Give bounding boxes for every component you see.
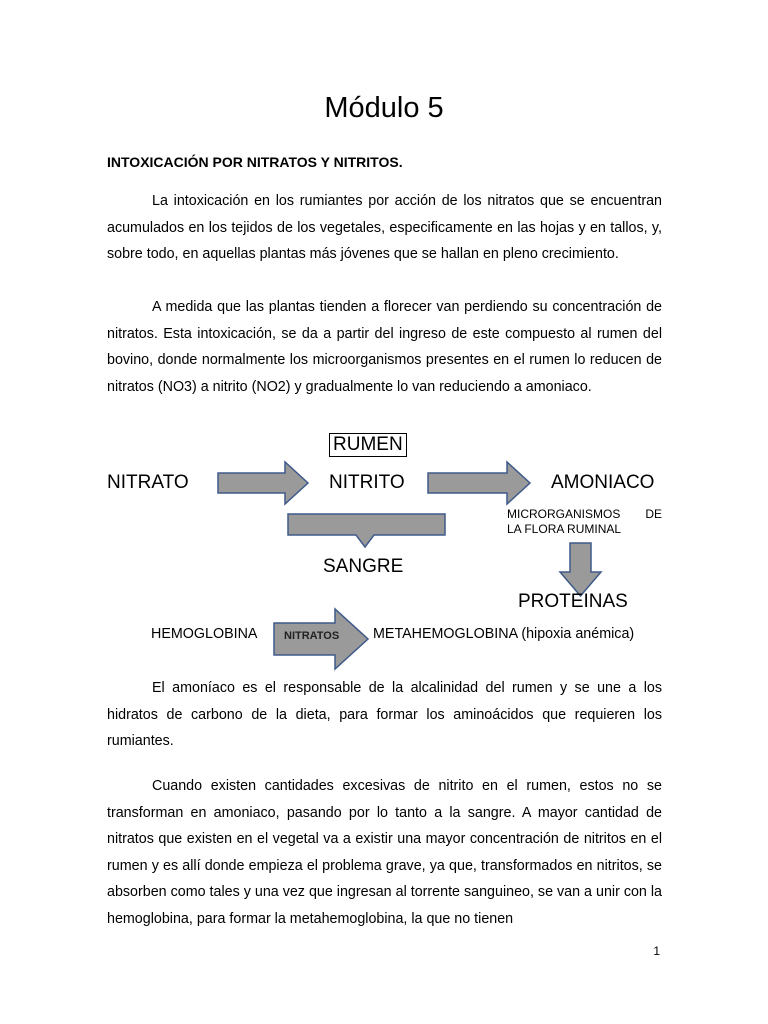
nitrato-label: NITRATO xyxy=(107,472,189,493)
microorganismos-line-1: MICRORGANISMOS DE xyxy=(507,507,662,521)
page-number: 1 xyxy=(653,944,660,958)
microorganismos-line-2: LA FLORA RUMINAL xyxy=(507,522,622,536)
section-heading: INTOXICACIÓN POR NITRATOS Y NITRITOS. xyxy=(107,154,403,170)
nitratos-arrow-label: NITRATOS xyxy=(284,630,340,642)
amoniaco-label: AMONIACO xyxy=(551,472,655,493)
arrow-nitrato-nitrito xyxy=(217,461,309,505)
arrow-to-sangre xyxy=(287,513,447,549)
proteinas-label: PROTEINAS xyxy=(518,591,628,612)
paragraph-2-text: A medida que las plantas tienden a florecer van perdiendo su concentración de nitratos. Esta intoxicación, se da a partir del ingreso de este compuesto al rumen del bovino, donde normalmente los microorganismos presentes en el rumen lo reducen de nitratos (NO3) a nitrito (NO2) y gradualmente lo van reduciendo a amoniaco. xyxy=(107,299,662,395)
paragraph-1-text: La intoxicación en los rumiantes por acción de los nitratos que se encuentran acumulados en los tejidos de los vegetales, especificamente en las hojas y en tallos, y, sobre todo, en aquellas plantas más jóvenes que se hallan en pleno crecimiento. xyxy=(107,193,662,263)
arrow-nitrito-amoniaco xyxy=(427,461,531,505)
nitrito-label: NITRITO xyxy=(329,472,405,493)
microorganismos-label xyxy=(507,507,662,537)
paragraph-4 xyxy=(107,773,662,933)
rumen-label: RUMEN xyxy=(329,433,407,457)
page-title: Módulo 5 xyxy=(324,92,444,124)
metahemoglobina-line xyxy=(373,624,634,644)
hemoglobina-label: HEMOGLOBINA xyxy=(151,626,258,642)
paragraph-3-text: El amoníaco es el responsable de la alcalinidad del rumen y se une a los hidratos de carbono de la dieta, para formar los aminoácidos que requieren los rumiantes. xyxy=(107,680,662,750)
paragraph-3 xyxy=(107,675,662,755)
paragraph-4-text: Cuando existen cantidades excesivas de nitrito en el rumen, estos no se transforman en amoniaco, pasando por lo tanto a la sangre. A mayor cantidad de nitratos que existen en el vegetal va a existir una mayor concentración de nitritos en el rumen y es allí donde empieza el problema grave, ya que, transformados en nitritos, se absorben como tales y una vez que ingresan al torrente sanguineo, se van a unir con la hemoglobina, para formar la metahemoglobina, la que no tienen xyxy=(107,778,662,927)
paragraph-1 xyxy=(107,188,662,268)
paragraph-2 xyxy=(107,294,662,400)
hipoxia-label: (hipoxia anémica) xyxy=(521,626,635,642)
metahemoglobina-label: METAHEMOGLOBINA xyxy=(373,626,518,642)
sangre-label: SANGRE xyxy=(323,556,404,577)
